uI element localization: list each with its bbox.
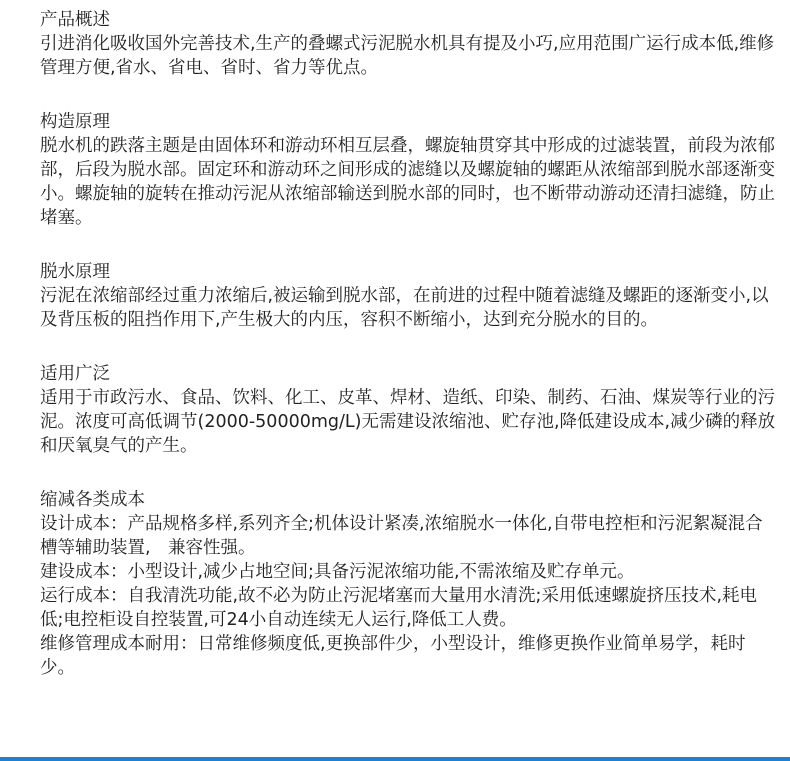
section-heading: 缩减各类成本 xyxy=(40,490,145,510)
section-construction-principle xyxy=(40,110,780,230)
section-heading: 构造原理 xyxy=(40,112,110,132)
operating-cost-paragraph: 运行成本：自我清洗功能,故不必为防止污泥堵塞而大量用水清洗;采用低速螺旋挤压技术,耗电低;电控柜设自控装置,可24小自动连续无人运行,降低工人费。 xyxy=(40,586,758,630)
section-paragraph: 引进消化吸收国外完善技术,生产的叠螺式污泥脱水机具有提及小巧,应用范围广运行成本低,维修管理方便,省水、省电、省时、省力等优点。 xyxy=(40,34,775,78)
section-dewatering-principle xyxy=(40,260,780,332)
section-paragraph: 适用于市政污水、食品、饮料、化工、皮革、焊材、造纸、印染、制药、石油、煤炭等行业的污泥。浓度可高低调节(2000-50000mg/L)无需建设浓缩池、贮存池,降低建设成本,减少磷的释放和厌氧臭气的产生。 xyxy=(40,388,776,456)
bottom-accent-bar xyxy=(0,757,790,761)
section-paragraph: 污泥在浓缩部经过重力浓缩后,被运输到脱水部，在前进的过程中随着滤缝及螺距的逐渐变小,以及背压板的阻挡作用下,产生极大的内压，容积不断缩小，达到充分脱水的目的。 xyxy=(40,286,769,330)
document-body xyxy=(40,8,780,710)
section-heading: 适用广泛 xyxy=(40,364,110,384)
section-heading: 脱水原理 xyxy=(40,262,110,282)
section-cost-reduction xyxy=(40,488,780,680)
construction-cost-paragraph: 建设成本：小型设计,减少占地空间;具备污泥浓缩功能,不需浓缩及贮存单元。 xyxy=(40,562,635,582)
section-heading: 产品概述 xyxy=(40,10,110,30)
section-paragraph: 脱水机的跌落主题是由固体环和游动环相互层叠，螺旋轴贯穿其中形成的过滤装置，前段为浓郁部，后段为脱水部。固定环和游动环之间形成的滤缝以及螺旋轴的螺距从浓缩部到脱水部逐渐变小。螺旋轴的旋转在推动污泥从浓缩部输送到脱水部的同时，也不断带动游动还清扫滤缝，防止堵塞。 xyxy=(40,136,775,228)
design-cost-paragraph: 设计成本：产品规格多样,系列齐全;机体设计紧凑,浓缩脱水一体化,自带电控柜和污泥絮凝混合槽等辅助装置, 兼容性强。 xyxy=(40,514,763,558)
section-wide-application xyxy=(40,362,780,458)
section-product-overview xyxy=(40,8,780,80)
maintenance-cost-paragraph: 维修管理成本耐用：日常维修频度低,更换部件少，小型设计，维修更换作业简单易学，耗时少。 xyxy=(40,634,746,678)
